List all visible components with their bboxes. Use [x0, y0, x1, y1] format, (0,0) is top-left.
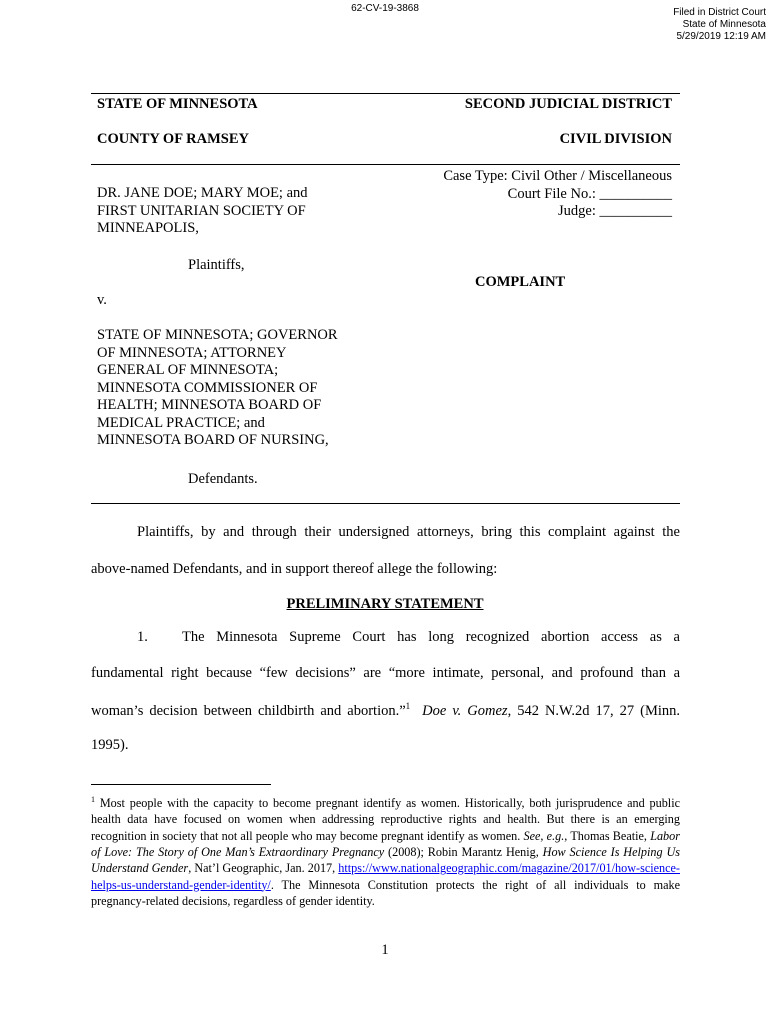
- court-division: CIVIL DIVISION: [559, 131, 672, 147]
- plaintiffs-line: MINNEAPOLIS,: [97, 220, 199, 236]
- paragraph-line: [91, 701, 680, 720]
- defendants-label: Defendants.: [188, 471, 258, 487]
- defendants-line: OF MINNESOTA; ATTORNEY: [97, 344, 287, 361]
- court-county: COUNTY OF RAMSEY: [97, 131, 249, 147]
- judge-line: Judge: __________: [558, 203, 672, 219]
- case-type: Case Type: Civil Other / Miscellaneous: [443, 168, 672, 184]
- complaint-title: COMPLAINT: [475, 274, 566, 290]
- footnote: [91, 792, 680, 909]
- article-title: How Science Is Helping Us Understand Gender: [91, 844, 680, 876]
- defendants-names: [97, 327, 338, 450]
- plaintiffs-names: [97, 185, 308, 238]
- plaintiffs-line: DR. JANE DOE; MARY MOE; and: [97, 185, 308, 201]
- defendants-line: MINNESOTA BOARD OF NURSING,: [97, 432, 329, 448]
- book-title: Labor of Love: The Story of One Man’s Extraordinary Pregnancy: [91, 828, 680, 859]
- defendants-line: MEDICAL PRACTICE; and: [97, 414, 265, 431]
- footnote-text: Most people with the capacity to become pregnant identify as women. Historically, both jurisprudence and public health data have focused on women when addressing reproductive rights and health. But there is an emerging recognition in society that not all people who may become pregnant identify as women.: [91, 796, 680, 843]
- footnote-text: . The Minnesota Constitution protects the right of all individuals to make pregnancy-related decisions, regardless of gender identity.: [91, 877, 680, 908]
- paragraph-number: 1.: [137, 629, 148, 645]
- defendants-line: GENERAL OF MINNESOTA;: [97, 362, 279, 378]
- filed-stamp-line: 5/29/2019 12:19 AM: [676, 31, 766, 42]
- section-heading-text: PRELIMINARY STATEMENT: [286, 596, 484, 612]
- filed-stamp: [673, 7, 766, 43]
- footnote-text: , Nat’l Geographic, Jan. 2017,: [188, 861, 339, 876]
- paragraph-line: fundamental right because “few decisions” are “more intimate, personal, and profound than a: [91, 665, 680, 681]
- case-number: 62-CV-19-3868: [351, 3, 419, 14]
- case-citation: Doe v. Gomez: [422, 702, 508, 719]
- caption-bottom-rule: [91, 503, 680, 504]
- plaintiffs-line: FIRST UNITARIAN SOCIETY OF: [97, 202, 306, 219]
- court-state: STATE OF MINNESOTA: [97, 96, 258, 112]
- paragraph-text: woman’s decision between childbirth and abortion.”: [91, 702, 406, 719]
- intro-line: Plaintiffs, by and through their undersigned attorneys, bring this complaint against the: [137, 524, 680, 540]
- case-info: [443, 168, 672, 221]
- defendants-line: HEALTH; MINNESOTA BOARD OF: [97, 397, 322, 413]
- defendants-line: MINNESOTA COMMISSIONER OF: [97, 379, 318, 396]
- caption-top-rule: [91, 93, 680, 94]
- footnote-text: , Thomas Beatie,: [564, 828, 651, 843]
- court-district: SECOND JUDICIAL DISTRICT: [464, 96, 672, 112]
- filed-stamp-line: State of Minnesota: [682, 19, 766, 30]
- filed-stamp-line: Filed in District Court: [673, 7, 766, 18]
- section-heading: [0, 596, 770, 613]
- defendants-line: STATE OF MINNESOTA; GOVERNOR: [97, 327, 338, 343]
- footnote-link[interactable]: https://www.nationalgeographic.com/magazine/2017/01/how-science-helps-us-understand-gender-identity/: [91, 861, 680, 892]
- plaintiffs-label: Plaintiffs,: [188, 257, 245, 273]
- page-number: 1: [381, 942, 389, 958]
- footnote-signal: See, e.g.: [523, 828, 565, 843]
- court-file-number: Court File No.: __________: [507, 185, 672, 202]
- footnote-reference[interactable]: 1: [405, 701, 411, 711]
- footnote-text: (2008); Robin Marantz Henig,: [384, 844, 543, 859]
- paragraph-text: , 542 N.W.2d 17, 27 (Minn.: [507, 702, 681, 719]
- paragraph-line: The Minnesota Supreme Court has long recognized abortion access as a: [182, 629, 680, 645]
- footnote-number: 1: [91, 795, 95, 804]
- paragraph-line: 1995).: [91, 737, 129, 753]
- footnote-rule: [91, 784, 271, 785]
- intro-line: above-named Defendants, and in support thereof allege the following:: [91, 561, 498, 577]
- caption-mid-rule: [91, 164, 680, 165]
- versus: v.: [97, 292, 107, 308]
